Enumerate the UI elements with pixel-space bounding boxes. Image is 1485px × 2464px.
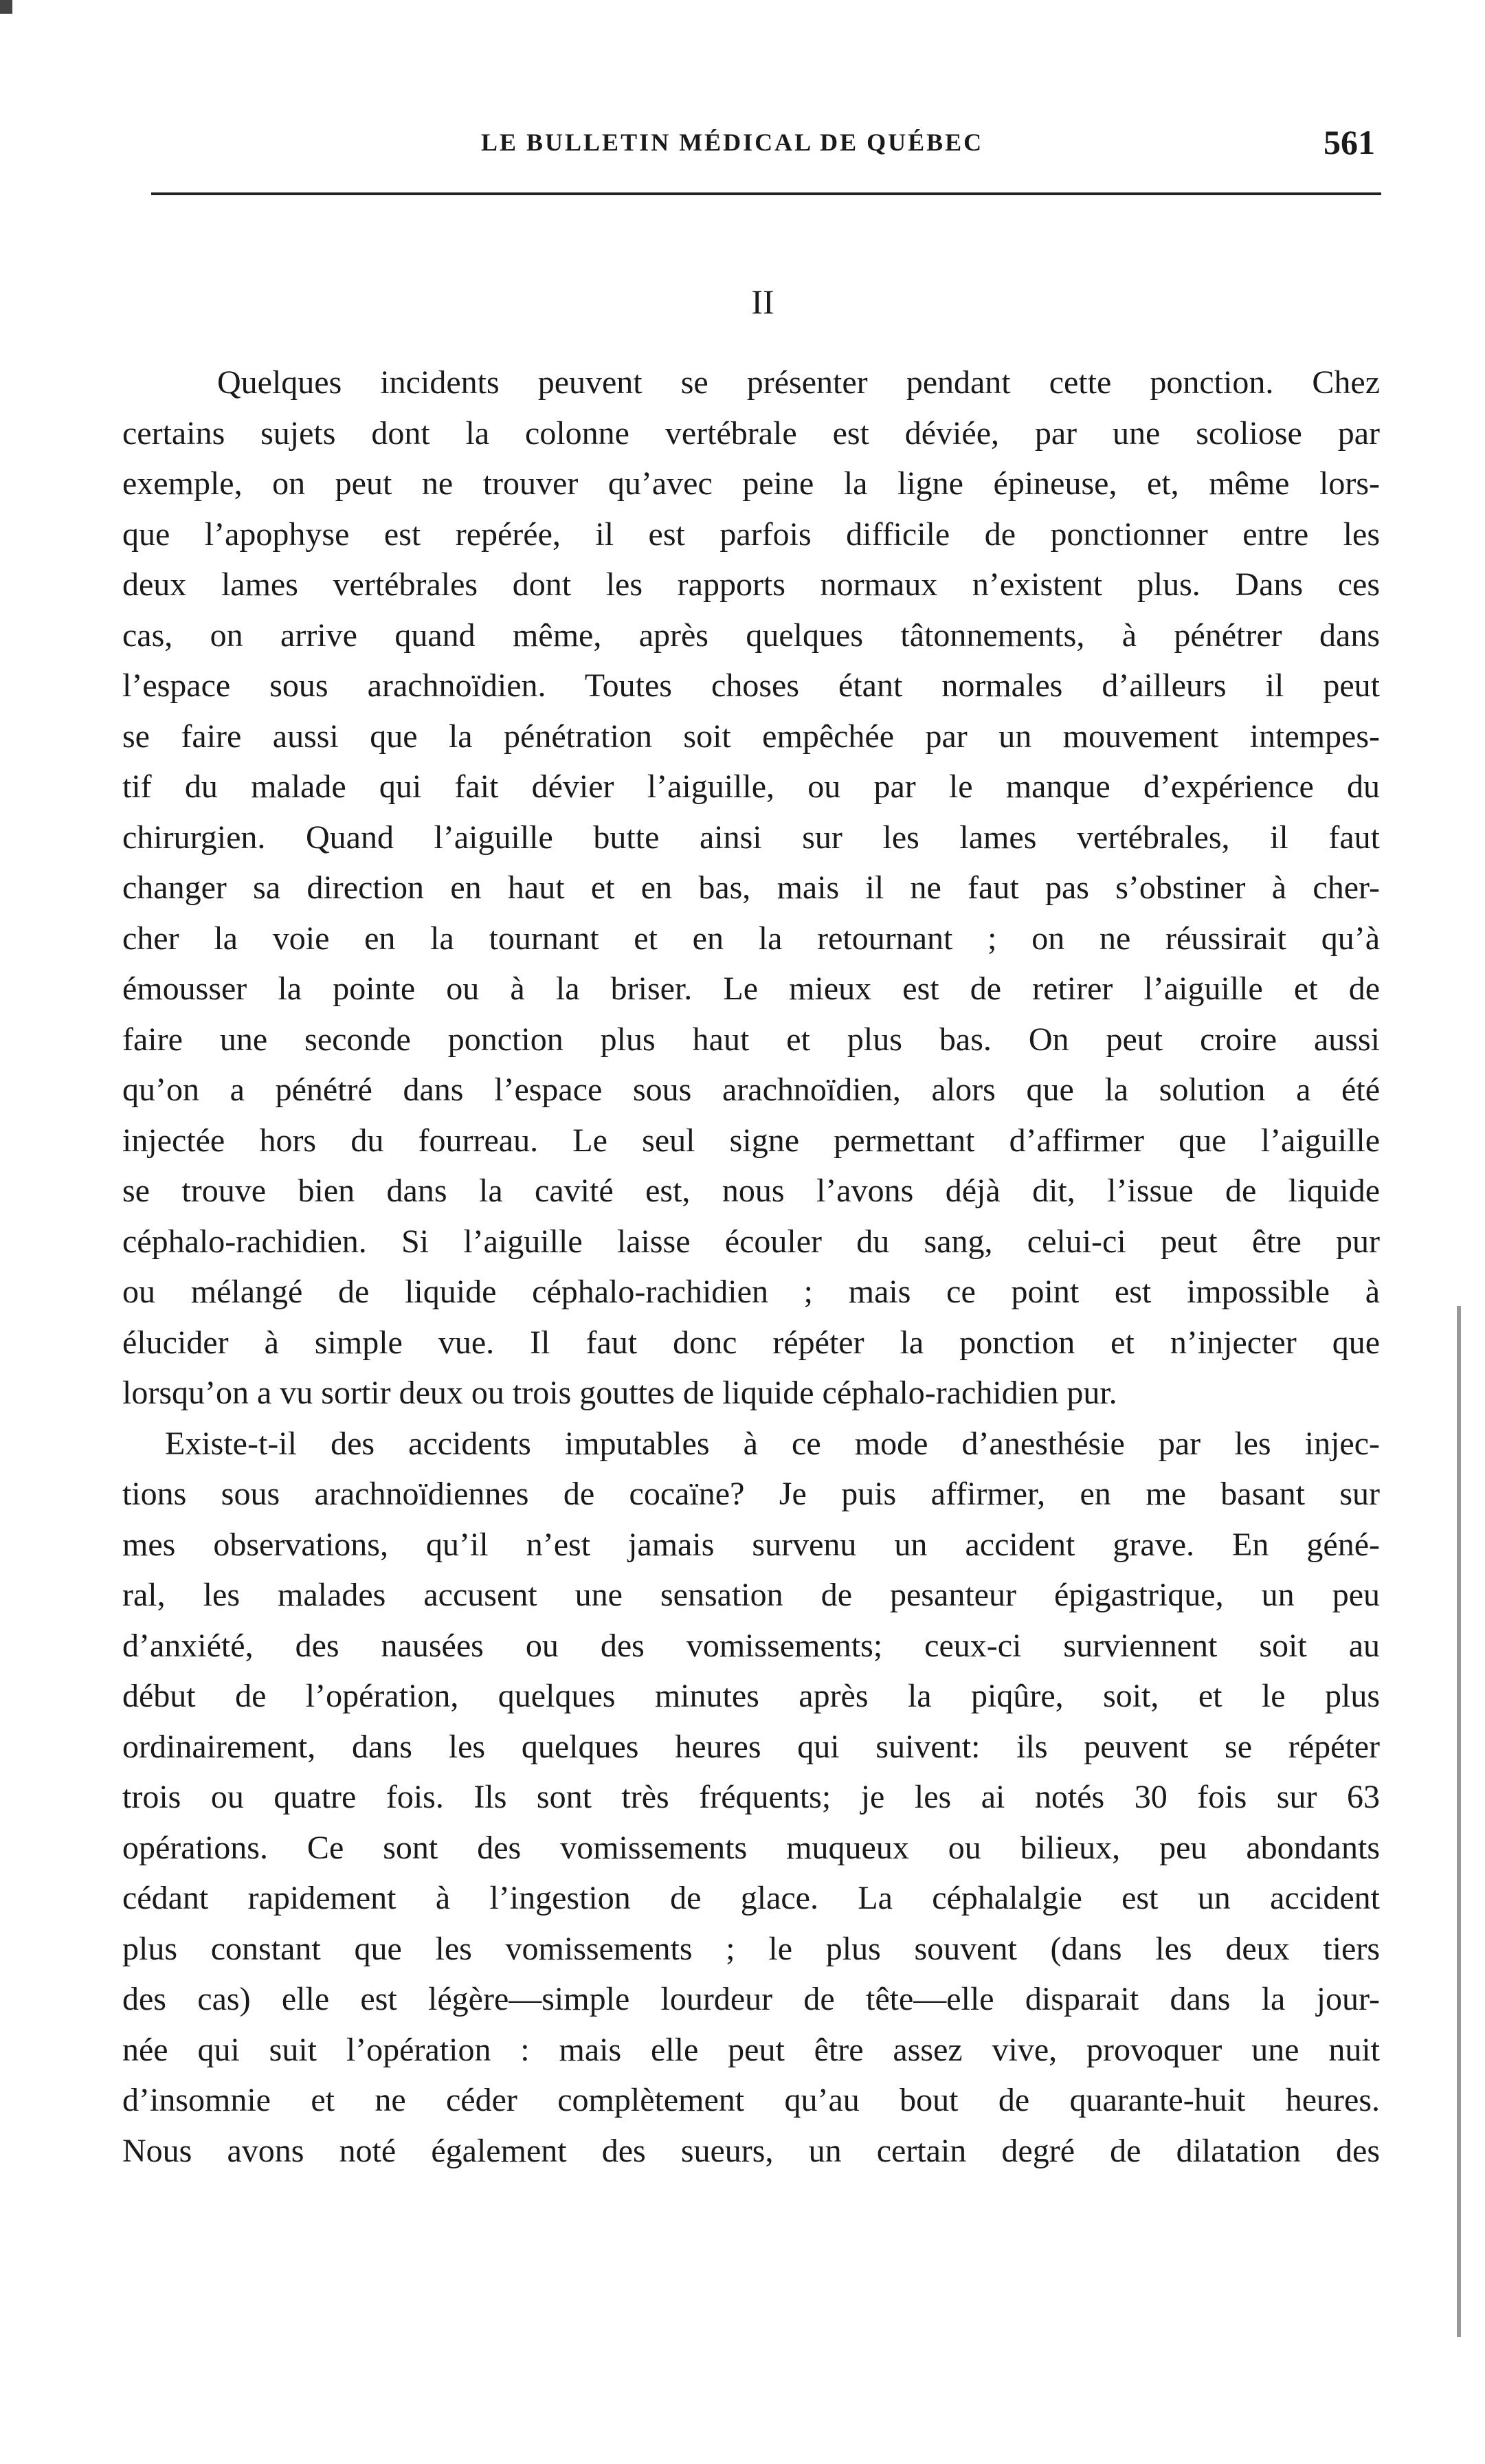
text-line: faire une seconde ponction plus haut et plus bas. On peut croire aussi (122, 1021, 1380, 1058)
text-line: chirurgien. Quand l’aiguille butte ainsi sur les lames vertébrales, il faut (122, 819, 1380, 856)
text-line: certains sujets dont la colonne vertébrale est déviée, par une scoliose par (122, 414, 1380, 452)
text-line: opérations. Ce sont des vomissements muqueux ou bilieux, peu abondants (122, 1829, 1380, 1866)
text-line: plus constant que les vomissements ; le plus souvent (dans les deux tiers (122, 1930, 1380, 1967)
text-line: ou mélangé de liquide céphalo-rachidien ; mais ce point est impossible à (122, 1274, 1380, 1310)
text-line: ral, les malades accusent une sensation de pesanteur épigastrique, un peu (122, 1577, 1380, 1613)
text-line: Existe-t-il des accidents imputables à ce mode d’anesthésie par les injec- (165, 1425, 1380, 1462)
text-line: tions sous arachnoïdiennes de cocaïne? Je puis affirmer, en me basant sur (122, 1476, 1380, 1512)
scan-artifact (1457, 1306, 1461, 2337)
text-line: cher la voie en la tournant et en la retournant ; on ne réussirait qu’à (122, 920, 1380, 957)
text-line: se trouve bien dans la cavité est, nous l’avons déjà dit, l’issue de liquide (122, 1173, 1380, 1209)
text-line: d’insomnie et ne céder complètement qu’au bout de quarante-huit heures. (122, 2082, 1380, 2118)
text-line: ordinairement, dans les quelques heures qui suivent: ils peuvent se répéter (122, 1728, 1380, 1765)
text-line: qu’on a pénétré dans l’espace sous arachnoïdien, alors que la solution a été (122, 1072, 1380, 1108)
body-text (122, 357, 1380, 2176)
text-line: Quelques incidents peuvent se présenter pendant cette ponction. Chez (217, 364, 1380, 401)
scan-artifact (0, 0, 12, 14)
text-line: d’anxiété, des nausées ou des vomissements; ceux-ci surviennent soit au (122, 1627, 1380, 1664)
page-number: 561 (1324, 123, 1375, 162)
text-line: élucider à simple vue. Il faut donc répéter la ponction et n’injecter que (122, 1324, 1380, 1361)
text-line: l’espace sous arachnoïdien. Toutes choses étant normales d’ailleurs il peut (122, 667, 1380, 704)
text-line: mes observations, qu’il n’est jamais survenu un accident grave. En géné- (122, 1526, 1380, 1563)
header-rule (151, 192, 1381, 195)
text-line: tif du malade qui fait dévier l’aiguille, ou par le manque d’expérience du (122, 768, 1380, 805)
text-line: cas, on arrive quand même, après quelques tâtonnements, à pénétrer dans (122, 617, 1380, 654)
text-line: née qui suit l’opération : mais elle peut être assez vive, provoquer une nuit (122, 2031, 1380, 2068)
text-line: Nous avons noté également des sueurs, un certain degré de dilatation des (122, 2132, 1380, 2169)
text-line: que l’apophyse est repérée, il est parfois difficile de ponctionner entre les (122, 515, 1380, 553)
text-line: exemple, on peut ne trouver qu’avec peine la ligne épineuse, et, même lors- (122, 465, 1380, 502)
text-line: injectée hors du fourreau. Le seul signe permettant d’affirmer que l’aiguille (122, 1122, 1380, 1159)
text-line: lorsqu’on a vu sortir deux ou trois gouttes de liquide céphalo-rachidien pur. (122, 1375, 1117, 1411)
text-line: trois ou quatre fois. Ils sont très fréquents; je les ai notés 30 fois sur 63 (122, 1779, 1380, 1815)
text-line: début de l’opération, quelques minutes après la piqûre, soit, et le plus (122, 1678, 1380, 1714)
text-line: changer sa direction en haut et en bas, mais il ne faut pas s’obstiner à cher- (122, 869, 1380, 906)
section-number: II (751, 282, 774, 321)
text-line: émousser la pointe ou à la briser. Le mieux est de retirer l’aiguille et de (122, 970, 1380, 1007)
text-line: cédant rapidement à l’ingestion de glace. La céphalalgie est un accident (122, 1880, 1380, 1916)
text-line: céphalo-rachidien. Si l’aiguille laisse écouler du sang, celui-ci peut être pur (122, 1223, 1380, 1260)
text-line: se faire aussi que la pénétration soit empêchée par un mouvement intempes- (122, 718, 1380, 755)
text-line: des cas) elle est légère—simple lourdeur de tête—elle disparait dans la jour- (122, 1981, 1380, 2017)
text-line: deux lames vertébrales dont les rapports normaux n’existent plus. Dans ces (122, 566, 1380, 603)
running-title: LE BULLETIN MÉDICAL DE QUÉBEC (481, 129, 984, 156)
